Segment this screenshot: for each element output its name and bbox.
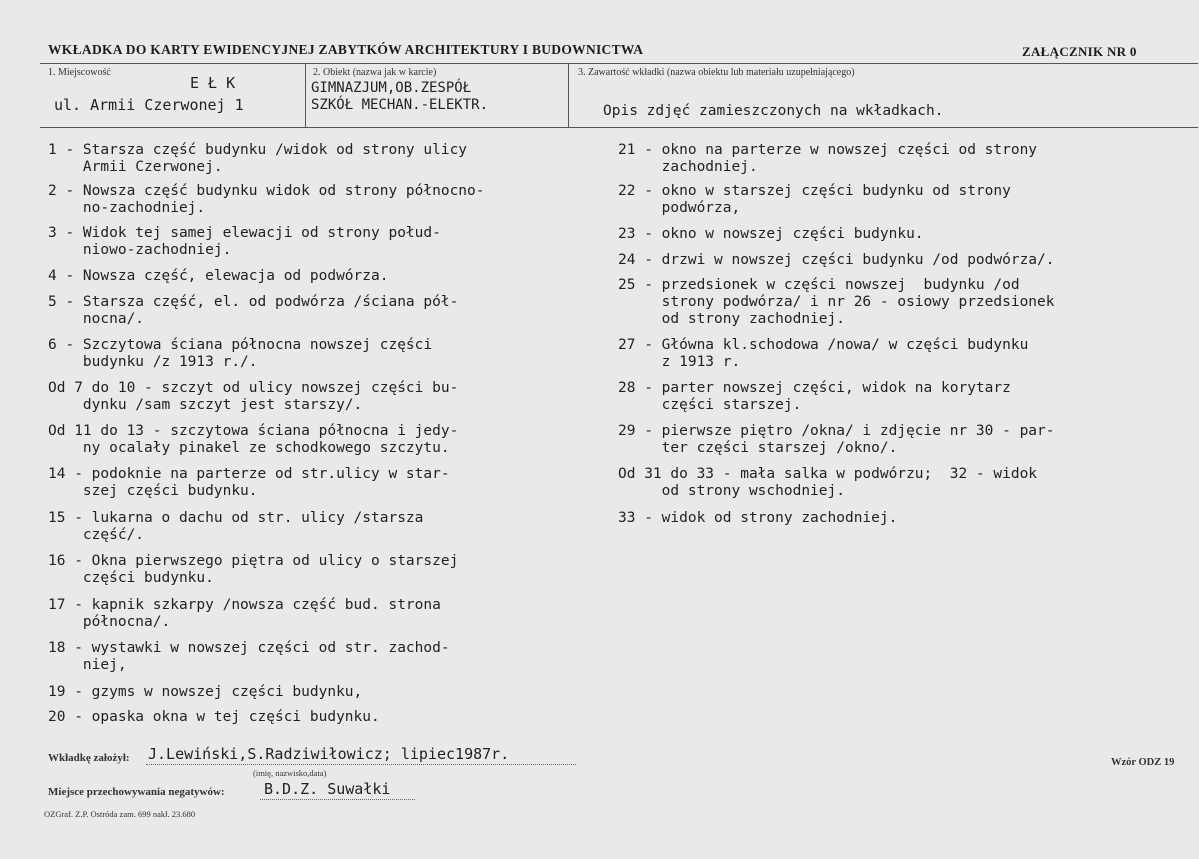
printer-imprint: OZGraf. Z.P. Ostróda zam. 699 nakł. 23.680 bbox=[44, 809, 196, 819]
list-item: 18 - wystawki w nowszej części od str. zachod- niej, bbox=[48, 640, 450, 673]
form-title: WKŁADKA DO KARTY EWIDENCYJNEJ ZABYTKÓW ARCHITEKTURY I BUDOWNICTWA bbox=[48, 42, 644, 57]
field3-label: 3. Zawartość wkładki (nazwa obiektu lub materiału uzupełniającego) bbox=[578, 67, 855, 78]
list-item: 25 - przedsionek w części nowszej budynku /od strony podwórza/ i nr 26 - osiowy przedsionek od strony zachodniej. bbox=[618, 277, 1055, 327]
list-item: 19 - gzyms w nowszej części budynku, bbox=[48, 684, 363, 700]
founded-dotted-line bbox=[146, 764, 576, 765]
list-item: 22 - okno w starszej części budynku od strony podwórza, bbox=[618, 183, 1011, 216]
founded-label: Wkładkę założył: bbox=[48, 752, 130, 764]
list-item: 2 - Nowsza część budynku widok od strony północno- no-zachodniej. bbox=[48, 183, 485, 216]
list-item: 28 - parter nowszej części, widok na korytarz części starszej. bbox=[618, 380, 1011, 413]
list-item: 20 - opaska okna w tej części budynku. bbox=[48, 709, 380, 725]
list-item: 17 - kapnik szkarpy /nowsza część bud. strona północna/. bbox=[48, 597, 441, 630]
storage-dotted-line bbox=[260, 799, 415, 800]
list-item: 27 - Główna kl.schodowa /nowa/ w części budynku z 1913 r. bbox=[618, 337, 1029, 370]
storage-value: B.D.Z. Suwałki bbox=[264, 780, 391, 798]
list-item: Od 7 do 10 - szczyt od ulicy nowszej części bu- dynku /sam szczyt jest starszy/. bbox=[48, 380, 459, 413]
founded-value: J.Lewiński,S.Radziwiłowicz; lipiec1987r. bbox=[148, 745, 510, 763]
list-item: 5 - Starsza część, el. od podwórza /ściana pół- nocna/. bbox=[48, 294, 459, 327]
list-item: 23 - okno w nowszej części budynku. bbox=[618, 226, 924, 242]
field2-line2: SZKÓŁ MECHAN.-ELEKTR. bbox=[311, 97, 489, 113]
form-model: Wzór ODZ 19 bbox=[1111, 757, 1175, 768]
field1-label: 1. Miejscowość bbox=[48, 67, 111, 78]
field1-street: ul. Armii Czerwonej 1 bbox=[54, 96, 244, 114]
list-item: 1 - Starsza część budynku /widok od strony ulicy Armii Czerwonej. bbox=[48, 142, 468, 175]
divider-1 bbox=[305, 63, 306, 127]
list-item: 15 - lukarna o dachu od str. ulicy /starsza część/. bbox=[48, 510, 424, 543]
list-item: 14 - podoknie na parterze od str.ulicy w star- szej części budynku. bbox=[48, 466, 450, 499]
list-item: 33 - widok od strony zachodniej. bbox=[618, 510, 898, 526]
list-item: 29 - pierwsze piętro /okna/ i zdjęcie nr 30 - par- ter części starszej /okno/. bbox=[618, 423, 1055, 456]
list-item: 3 - Widok tej samej elewacji od strony połud- niowo-zachodniej. bbox=[48, 225, 441, 258]
divider-2 bbox=[568, 63, 569, 127]
list-item: Od 31 do 33 - mała salka w podwórzu; 32 - widok od strony wschodniej. bbox=[618, 466, 1038, 499]
list-item: 21 - okno na parterze w nowszej części od strony zachodniej. bbox=[618, 142, 1038, 175]
box-bottom-rule bbox=[40, 127, 1198, 128]
list-item: 16 - Okna pierwszego piętra od ulicy o starszej części budynku. bbox=[48, 553, 459, 586]
top-rule bbox=[40, 63, 1198, 64]
attachment-number: ZAŁĄCZNIK NR 0 bbox=[1022, 44, 1137, 59]
list-item: 24 - drzwi w nowszej części budynku /od podwórza/. bbox=[618, 252, 1055, 268]
list-item: 4 - Nowsza część, elewacja od podwórza. bbox=[48, 268, 389, 284]
field3-value: Opis zdjęć zamieszczonych na wkładkach. bbox=[603, 103, 944, 119]
list-item: Od 11 do 13 - szczytowa ściana północna i jedy- ny ocalały pinakel ze schodkowego szczytu. bbox=[48, 423, 459, 456]
storage-label: Miejsce przechowywania negatywów: bbox=[48, 786, 225, 798]
list-item: 6 - Szczytowa ściana północna nowszej części budynku /z 1913 r./. bbox=[48, 337, 433, 370]
field2-line1: GIMNAZJUM,OB.ZESPÓŁ bbox=[311, 80, 472, 96]
field1-city: E Ł K bbox=[190, 74, 236, 92]
founded-caption: (imię, nazwisko,data) bbox=[253, 768, 327, 778]
field2-label: 2. Obiekt (nazwa jak w karcie) bbox=[313, 67, 437, 78]
